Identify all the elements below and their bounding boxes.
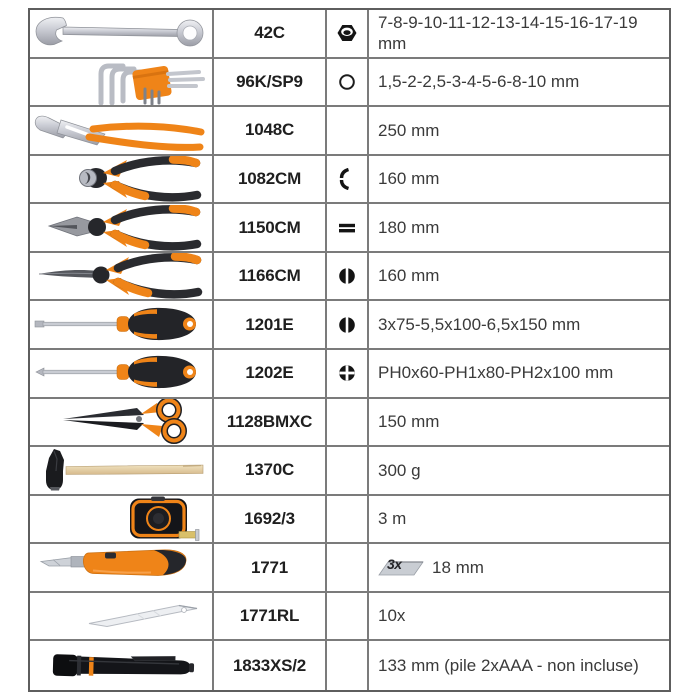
product-code: 1166CM <box>238 266 301 286</box>
product-catalog-table <box>28 8 671 692</box>
electrician-scissors-image <box>33 399 209 445</box>
hammer-image <box>33 447 209 493</box>
product-code: 1771RL <box>239 606 300 626</box>
tool-image-cell <box>30 204 214 251</box>
description-cell <box>369 156 669 203</box>
product-code-cell <box>214 204 327 251</box>
long-nose-pliers-image <box>33 253 209 299</box>
description-text: 3x75-5,5x100-6,5x150 mm <box>378 314 581 334</box>
slotted-circle-icon <box>336 314 358 336</box>
description-cell <box>369 544 669 591</box>
badge-count-label: 3x <box>387 555 402 572</box>
tool-image-cell <box>30 156 214 203</box>
symbol-cell <box>327 59 369 106</box>
symbol-cell <box>327 156 369 203</box>
description-text: 180 mm <box>378 217 440 237</box>
tool-image-cell <box>30 350 214 397</box>
symbol-cell <box>327 107 369 154</box>
table-row <box>30 544 669 593</box>
hex-key-set-image <box>33 59 209 105</box>
tool-image-cell <box>30 107 214 154</box>
combination-pliers-image <box>33 205 209 251</box>
table-row <box>30 301 669 350</box>
description-text: 18 mm <box>432 557 484 577</box>
description-cell <box>369 496 669 543</box>
product-code: 1202E <box>245 363 294 383</box>
table-row <box>30 156 669 205</box>
combination-wrench-image <box>33 10 209 56</box>
description-cell <box>369 301 669 348</box>
symbol-cell <box>327 10 369 57</box>
description-cell <box>369 10 669 57</box>
hex-nut-icon <box>336 22 358 44</box>
product-code: 1833XS/2 <box>232 655 307 675</box>
description-text: 250 mm <box>378 120 440 140</box>
tool-image-cell <box>30 253 214 300</box>
tool-image-cell <box>30 301 214 348</box>
symbol-cell <box>327 253 369 300</box>
product-code: 1370C <box>244 460 295 480</box>
description-cell <box>369 399 669 446</box>
product-code: 1128BMXC <box>226 411 313 431</box>
tool-image-cell <box>30 641 214 690</box>
description-cell <box>369 447 669 494</box>
table-row <box>30 253 669 302</box>
slotted-screwdriver-image <box>33 302 209 348</box>
product-code: 1771 <box>250 557 289 577</box>
symbol-cell <box>327 399 369 446</box>
tool-image-cell <box>30 59 214 106</box>
product-code: 1201E <box>245 314 294 334</box>
symbol-cell <box>327 496 369 543</box>
description-cell <box>369 204 669 251</box>
symbol-cell <box>327 641 369 690</box>
product-code-cell <box>214 641 327 690</box>
product-code: 96K/SP9 <box>236 71 303 91</box>
product-code-cell <box>214 107 327 154</box>
table-row <box>30 593 669 642</box>
cutting-edge-icon <box>336 168 358 190</box>
symbol-cell <box>327 301 369 348</box>
table-row <box>30 496 669 545</box>
hex-socket-circle-icon <box>336 71 358 93</box>
phillips-circle-icon <box>336 362 358 384</box>
table-row <box>30 10 669 59</box>
description-cell <box>369 641 669 690</box>
description-text: 7-8-9-10-11-12-13-14-15-16-17-19 mm <box>378 12 638 54</box>
product-code-cell <box>214 350 327 397</box>
phillips-screwdriver-image <box>33 350 209 396</box>
pen-flashlight-image <box>33 643 209 689</box>
description-text: 160 mm <box>378 266 440 286</box>
product-code-cell <box>214 544 327 591</box>
product-code-cell <box>214 59 327 106</box>
product-code: 1048C <box>244 120 295 140</box>
product-code-cell <box>214 156 327 203</box>
product-code-cell <box>214 399 327 446</box>
product-code: 1692/3 <box>244 508 295 528</box>
table-row <box>30 204 669 253</box>
description-cell <box>369 59 669 106</box>
tape-measure-image <box>33 496 209 542</box>
flat-jaws-icon <box>336 217 358 239</box>
diagonal-cutters-image <box>33 156 209 202</box>
symbol-cell <box>327 544 369 591</box>
product-code-cell <box>214 593 327 640</box>
product-code: 1082CM <box>237 168 302 188</box>
description-text: 133 mm (pile 2xAAA - non incluse) <box>378 655 639 675</box>
symbol-cell <box>327 204 369 251</box>
slotted-circle-icon <box>336 265 358 287</box>
symbol-cell <box>327 593 369 640</box>
product-code-cell <box>214 496 327 543</box>
tool-image-cell <box>30 496 214 543</box>
symbol-cell <box>327 350 369 397</box>
description-cell <box>369 253 669 300</box>
description-text: 1,5-2-2,5-3-4-5-6-8-10 mm <box>378 71 580 91</box>
tool-image-cell <box>30 544 214 591</box>
table-row <box>30 399 669 448</box>
tool-image-cell <box>30 593 214 640</box>
description-text: 10x <box>378 606 406 626</box>
product-code-cell <box>214 10 327 57</box>
symbol-cell <box>327 447 369 494</box>
blade-icon <box>378 555 424 576</box>
table-row <box>30 107 669 156</box>
description-text: 3 m <box>378 509 407 529</box>
tool-image-cell <box>30 399 214 446</box>
description-cell <box>369 593 669 640</box>
description-text: 160 mm <box>378 169 440 189</box>
product-code: 1150CM <box>238 217 301 237</box>
description-text: PH0x60-PH1x80-PH2x100 mm <box>378 363 614 383</box>
utility-knife-image <box>33 545 209 591</box>
table-row <box>30 447 669 496</box>
product-code: 42C <box>254 23 285 43</box>
tool-image-cell <box>30 447 214 494</box>
description-cell <box>369 107 669 154</box>
slip-joint-pliers-image <box>33 107 209 153</box>
tool-image-cell <box>30 10 214 57</box>
description-text: 300 g <box>378 460 421 480</box>
spare-blades-image <box>33 593 209 639</box>
product-code-cell <box>214 301 327 348</box>
product-code-cell <box>214 253 327 300</box>
table-row <box>30 350 669 399</box>
description-text: 150 mm <box>378 411 440 431</box>
description-cell <box>369 350 669 397</box>
table-row <box>30 59 669 108</box>
product-code-cell <box>214 447 327 494</box>
table-row <box>30 641 669 690</box>
